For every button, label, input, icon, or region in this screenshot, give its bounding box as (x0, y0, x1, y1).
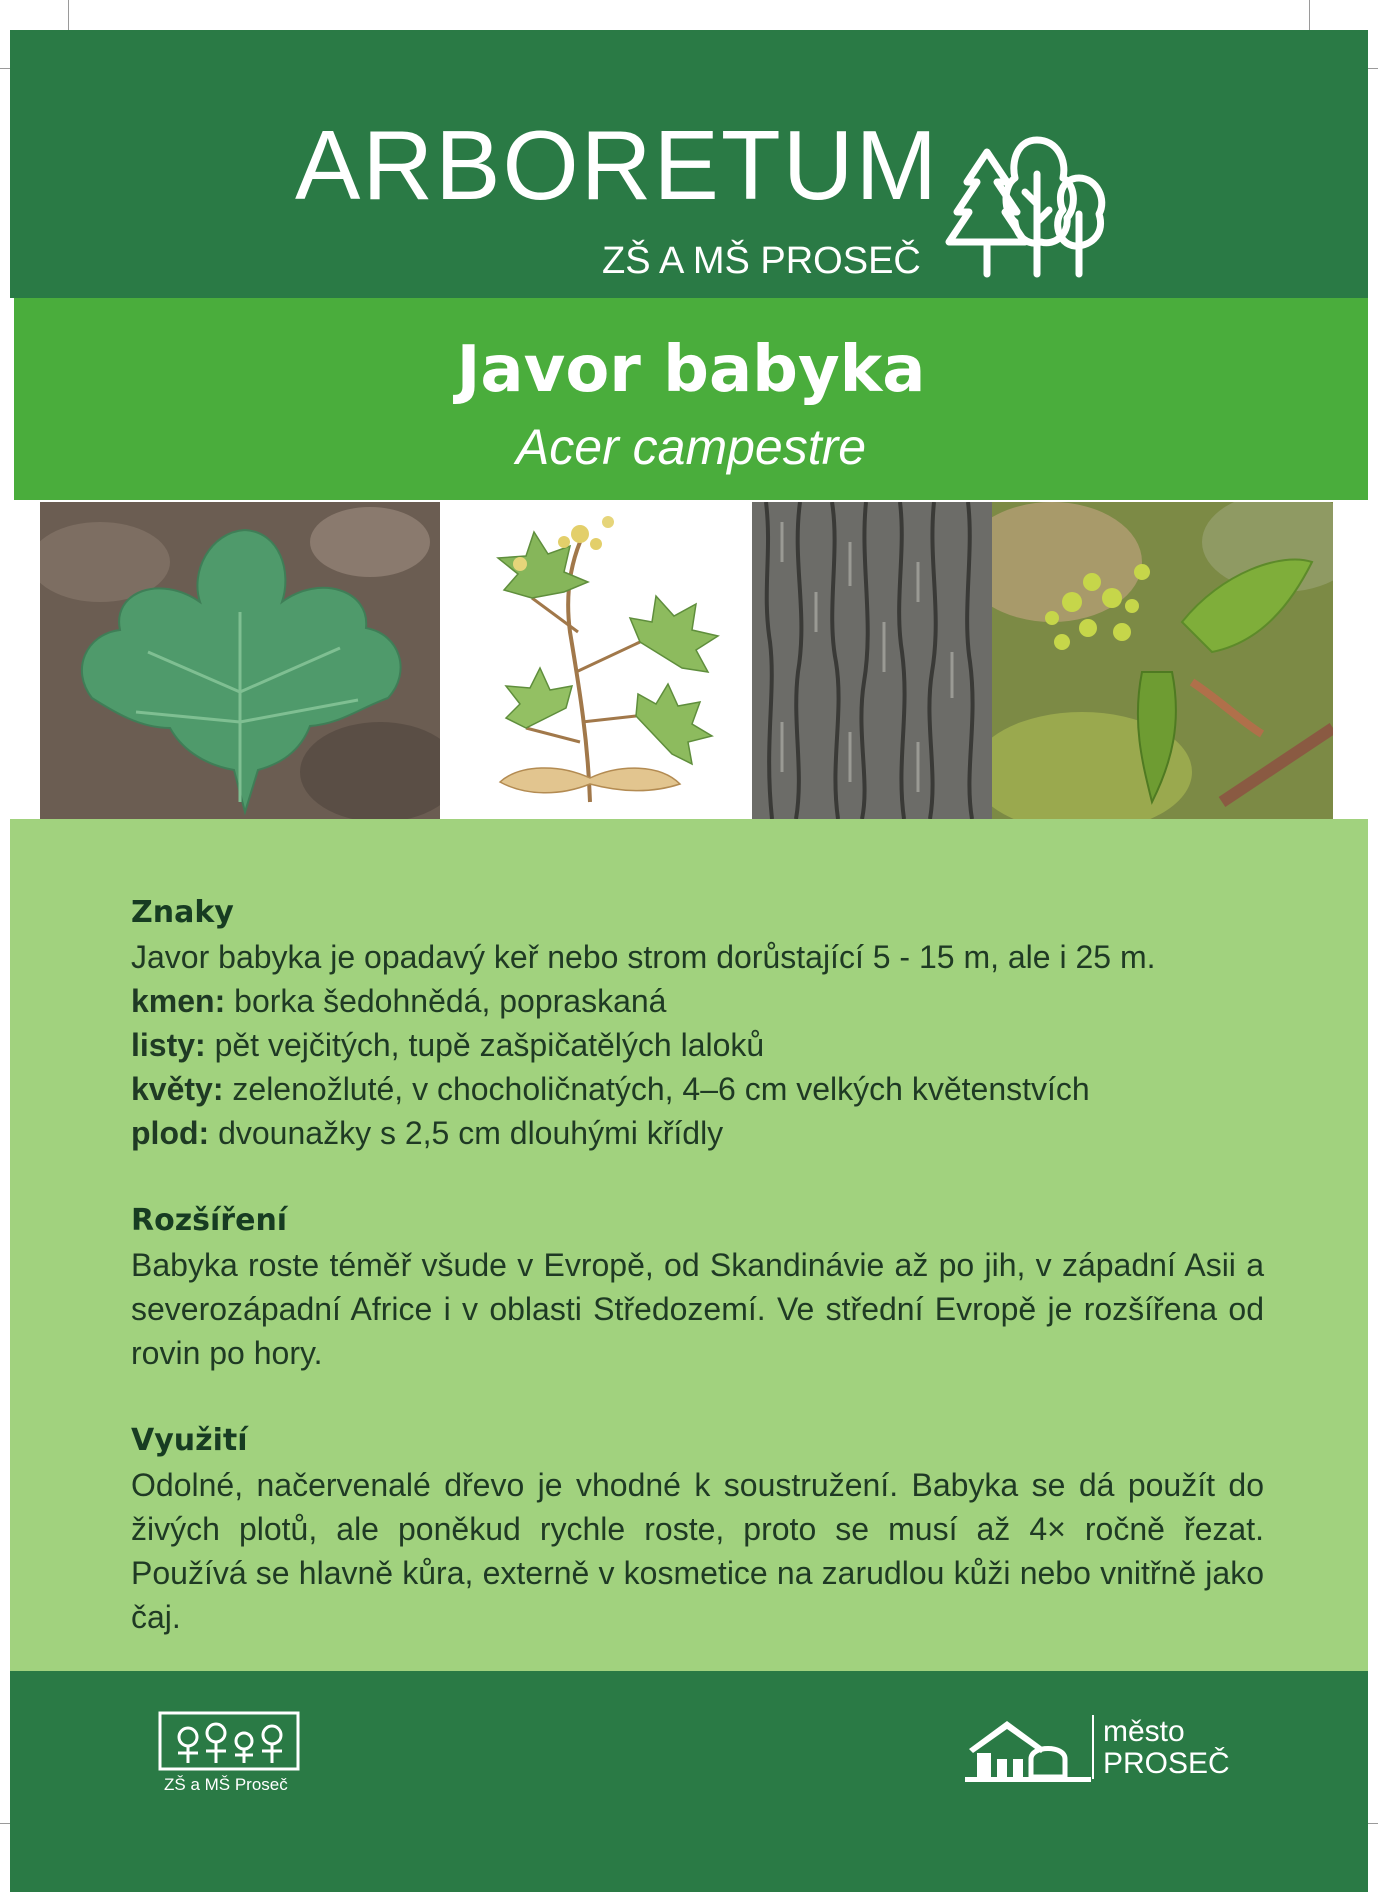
photo-bark (752, 502, 992, 819)
znaky-plod-label: plod: (131, 1115, 210, 1151)
vyuziti-text: Odolné, načervenalé dřevo je vhodné k soustružení. Babyka se dá použít do živých plotů, ale poněkud rychle roste, proto se musí až 4× ročně řezat. Používá se hlavně kůra, externě v kosmetice na zarudlou kůži nebo vnitřně jako čaj. (131, 1467, 1264, 1635)
town-house-icon (965, 1715, 1105, 1785)
town-logo-word-mesto: město (1103, 1715, 1185, 1748)
znaky-listy-text: pět vejčitých, tupě zašpičatělých laloků (205, 1027, 765, 1063)
school-logo-label: ZŠ a MŠ Proseč (164, 1775, 288, 1794)
rozsireni-text: Babyka roste téměř všude v Evropě, od Skandinávie až po jih, v západní Asii a severozápadní Africe i v oblasti Středozemí. Ve střední Evropě je rozšířena od rovin po hory. (131, 1247, 1264, 1371)
photo-flowers (992, 502, 1333, 819)
brand-subtitle: ZŠ A MŠ PROSEČ (602, 240, 921, 282)
species-name: Javor babyka (456, 333, 926, 407)
znaky-listy-label: listy: (131, 1027, 206, 1063)
photo-strip (40, 502, 1333, 819)
brand-title: ARBORETUM (295, 110, 940, 220)
header-band (10, 30, 1368, 298)
photo-botanical-illustration (440, 502, 752, 819)
znaky-kvety (131, 1067, 1264, 1111)
znaky-kmen-label: kmen: (131, 983, 226, 1019)
content-panel (10, 819, 1368, 1671)
species-latin-name: Acer campestre (515, 419, 867, 475)
znaky-kmen (131, 979, 1264, 1023)
section-title-znaky: Znaky (131, 895, 234, 930)
znaky-kmen-text: borka šedohnědá, popraskaná (225, 983, 667, 1019)
trees-icon (945, 134, 1110, 279)
town-logo-divider (1092, 1715, 1094, 1779)
photo-leaf (40, 502, 440, 819)
znaky-plod-text: dvounažky s 2,5 cm dlouhými křídly (209, 1115, 724, 1151)
znaky-kvety-label: květy: (131, 1071, 224, 1107)
town-logo-word-prosec: PROSEČ (1103, 1747, 1230, 1780)
znaky-plod (131, 1111, 1264, 1155)
species-band (14, 298, 1368, 500)
content-text (131, 891, 1264, 1639)
footer-band (10, 1671, 1368, 1892)
znaky-listy (131, 1023, 1264, 1067)
section-title-vyuziti: Využití (131, 1423, 248, 1458)
znaky-kvety-text: zelenožluté, v chocholičnatých, 4–6 cm velkých květenstvích (223, 1071, 1090, 1107)
znaky-intro: Javor babyka je opadavý keř nebo strom dorůstající 5 - 15 m, ale i 25 m. (131, 939, 1156, 975)
section-title-rozsireni: Rozšíření (131, 1203, 288, 1238)
